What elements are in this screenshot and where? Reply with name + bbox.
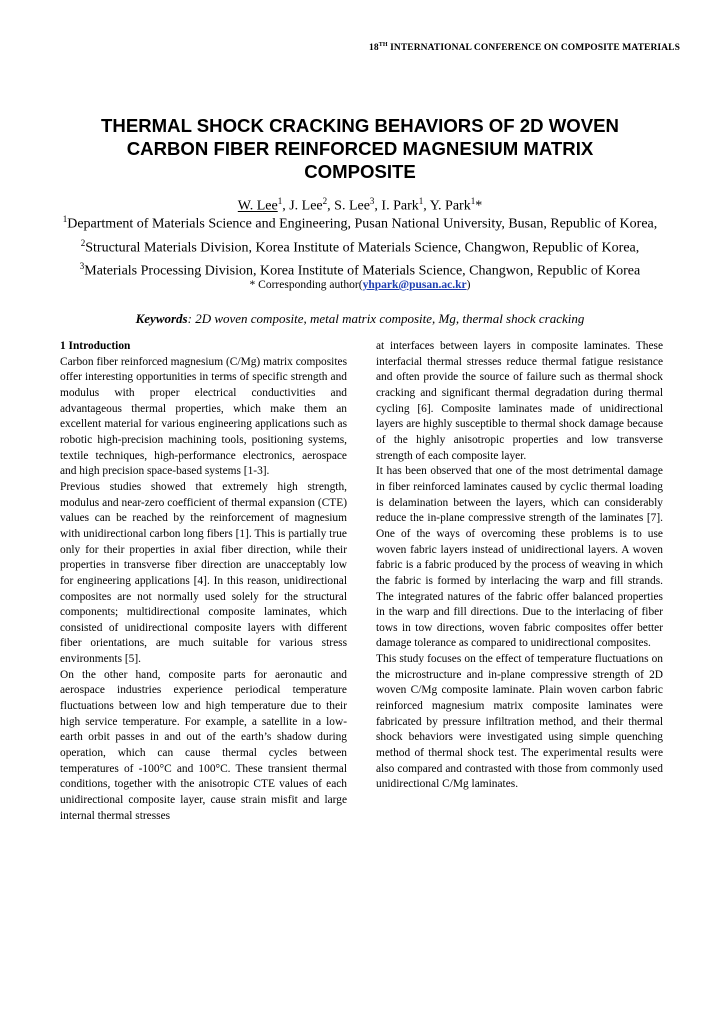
paragraph: This study focuses on the effect of temperature fluctuations on the microstructure and in-plane compressive strength of 2D woven C/Mg composite laminate. Plain woven carbon fabric reinforced magnesium matrix composite laminates were fabricated by pressure infiltration method, and their thermal shock behaviors were investigated using simple quenching method of thermal shock test. The experimental results were also compared and contrasted with those from commonly used unidirectional C/Mg laminates. bbox=[376, 653, 663, 791]
paragraph: On the other hand, composite parts for aeronautic and aerospace industries experience periodical temperature fluctuations between low and high temperature due to their high service temperature. For example, a satellite in a low-earth orbit passes in and out of the earth’s shadow during operation, which can cause thermal cycles between temperatures of -100°C and 100°C. These transient thermal conditions, together with the anisotropic CTE values of each unidirectional composite layer, cause strain misfit and large internal thermal stresses bbox=[60, 668, 347, 822]
author-affil-marker: 2 bbox=[322, 196, 328, 206]
paragraph: Carbon fiber reinforced magnesium (C/Mg) matrix composites offer interesting opportunities in terms of specific strength and modulus with proper electrical conductivities and advantageous thermal properties, which make them an excellent material for various engineering applications such as robotic high-precision machining tools, positioning systems, textile techniques, high-performance electronics, aerospace and high precision space-based systems [1-3]. bbox=[60, 355, 347, 478]
conference-name: INTERNATIONAL CONFERENCE ON COMPOSITE MATERIALS bbox=[387, 43, 680, 54]
corresponding-email-link[interactable]: yhpark@pusan.ac.kr bbox=[362, 279, 467, 291]
author-affil-marker: 1 bbox=[277, 196, 283, 206]
left-column bbox=[60, 339, 347, 824]
paragraph: It has been observed that one of the most detrimental damage in fiber reinforced laminates caused by cyclic thermal loading is delamination between the layers, which can considerably reduce the in-plane compressive strength of the laminates [7]. One of the ways of overcoming these problems is to use woven fabric layers instead of unidirectional layers. A woven fabric is a fabric produced by the process of weaving in which the fabric is formed by interlacing the warp and fill strands. The integrated natures of the fabric offer balanced properties in the warp and fill directions. Due to the interlacing of fiber tows in tow directions, woven fabric composites offer better damage tolerance as compared to unidirectional composites. bbox=[376, 465, 663, 650]
keywords-text: : 2D woven composite, metal matrix composite, Mg, thermal shock cracking bbox=[187, 311, 585, 326]
affiliation-1: Department of Materials Science and Engineering, Pusan National University, Busan, Republic of Korea, bbox=[67, 216, 658, 232]
title-line-2: CARBON FIBER REINFORCED MAGNESIUM MATRIX bbox=[126, 138, 594, 159]
paragraph: at interfaces between layers in composite laminates. These interfacial thermal stresses reduce thermal fatigue resistance and often provide the source of failure such as thermal shock cracking and significant thermal degradation during thermal cycling [6]. Composite laminates made of unidirectional layers are highly susceptible to thermal shock damage because of the highly anisotropic properties and low transverse strength of each composite layer. bbox=[376, 340, 663, 462]
author-i-park: , I. Park bbox=[374, 198, 419, 214]
keywords-line bbox=[60, 311, 660, 327]
conference-number: 18 bbox=[369, 43, 379, 54]
title-line-3: COMPOSITE bbox=[304, 161, 416, 182]
affiliation-3: Materials Processing Division, Korea Institute of Materials Science, Changwon, Republic of Korea bbox=[84, 263, 641, 279]
author-affil-marker: 1 bbox=[470, 196, 476, 206]
affiliation-2: Structural Materials Division, Korea Institute of Materials Science, Changwon, Republic of Korea, bbox=[85, 240, 640, 256]
author-s-lee: , S. Lee bbox=[327, 198, 370, 214]
corresponding-author bbox=[60, 278, 660, 292]
paragraph: Previous studies showed that extremely high strength, modulus and near-zero coefficient of thermal expansion (CTE) values can be reached by the reinforcement of magnesium with unidirectional carbon long fibers [1]. This is partially true only for their properties in axial fiber direction, while their properties in transverse fiber direction are unacceptably low for engineering applications [4]. In this reason, unidirectional composites are not normally used solely for the structural components; multidirectional composite laminates, which consisted of unidirectional composite layers with different fiber orientations, are much suitable for various stress environments [5]. bbox=[60, 480, 347, 666]
section-heading: 1 Introduction bbox=[60, 340, 131, 352]
corresponding-suffix: ) bbox=[466, 279, 471, 291]
conference-number-suffix: TH bbox=[378, 42, 388, 48]
author-w-lee: W. Lee bbox=[237, 198, 278, 214]
keywords-label: Keywords bbox=[135, 311, 188, 326]
paper-title bbox=[80, 114, 640, 183]
affil-marker: 2 bbox=[80, 237, 86, 248]
corresponding-prefix: * Corresponding author( bbox=[249, 279, 363, 291]
author-j-lee: , J. Lee bbox=[282, 198, 323, 214]
author-y-park: , Y. Park bbox=[423, 198, 471, 214]
author-affil-marker: 1 bbox=[418, 196, 424, 206]
right-column bbox=[376, 339, 663, 793]
title-line-1: THERMAL SHOCK CRACKING BEHAVIORS OF 2D WOVEN bbox=[101, 115, 619, 136]
conference-header bbox=[369, 42, 680, 53]
affil-marker: 3 bbox=[79, 261, 85, 272]
corresponding-mark: * bbox=[475, 198, 483, 214]
author-affil-marker: 3 bbox=[369, 196, 375, 206]
affil-marker: 1 bbox=[62, 214, 68, 224]
affiliations bbox=[60, 210, 660, 281]
